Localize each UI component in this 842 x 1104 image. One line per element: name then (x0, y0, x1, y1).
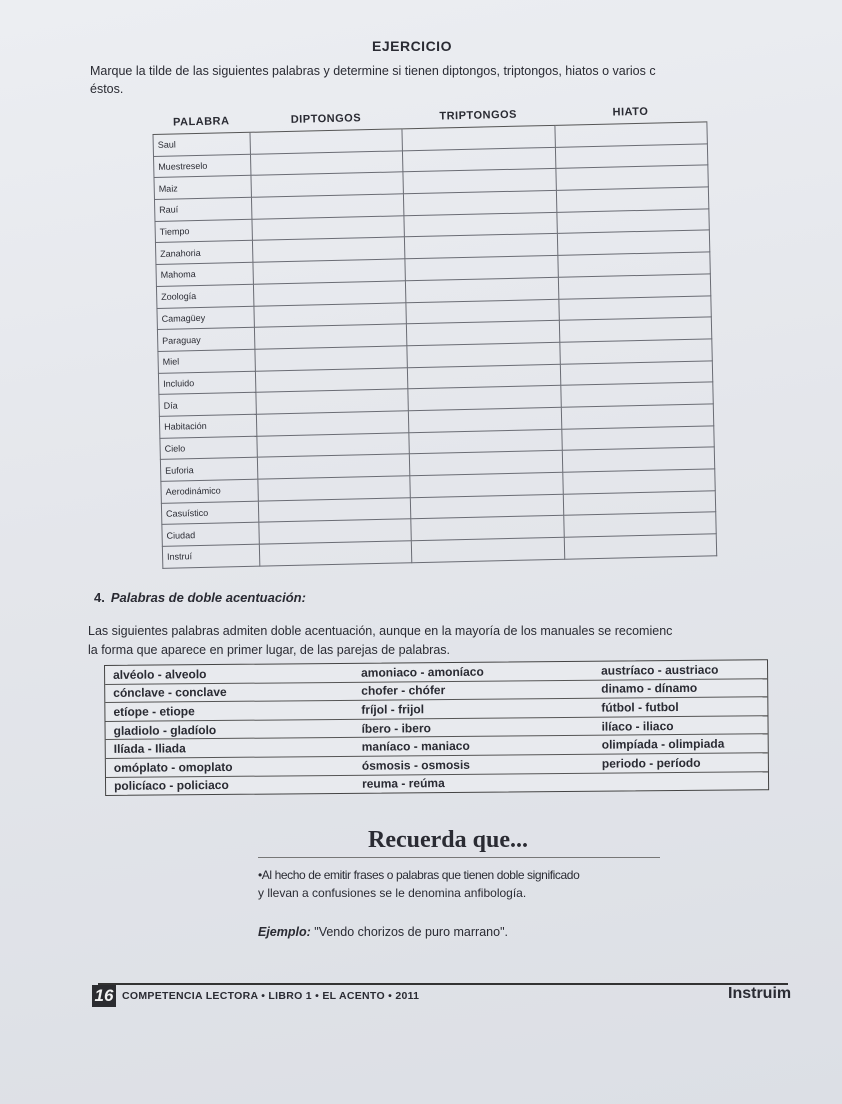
word-cell: Camagüey (157, 306, 255, 330)
word-pair: fútbol - futbol (601, 699, 679, 715)
word-pair: maníaco - maniaco (361, 738, 470, 754)
word-pair: etíope - etiope (113, 704, 195, 719)
recuerda-divider (258, 857, 660, 858)
exercise-table (152, 99, 717, 568)
word-pair (602, 781, 768, 782)
exercise-heading: EJERCICIO (372, 38, 452, 54)
word-pair: dinamo - dínamo (601, 681, 698, 697)
example-line (258, 925, 508, 939)
word-pair: íbero - ibero (361, 720, 431, 736)
word-cell: Día (159, 392, 257, 416)
brand-logo: Instruim (728, 985, 792, 1002)
word-pair: Ilíada - Iliada (113, 741, 186, 757)
word-pair: austríaco - austriaco (601, 662, 719, 678)
section-title-text: Palabras de doble acentuación: (110, 590, 306, 605)
example-label: Ejemplo: (258, 925, 311, 939)
word-pair: gladiolo - gladíolo (113, 722, 217, 738)
word-cell: Miel (158, 349, 256, 373)
col-header-triptongos: TRIPTONGOS (402, 103, 555, 129)
word-cell: Ciudad (162, 523, 260, 547)
recuerda-note (258, 866, 678, 902)
word-pair: ilíaco - iliaco (601, 718, 674, 734)
word-cell: Zanahoria (155, 241, 253, 265)
word-pair: periodo - período (601, 755, 701, 771)
section-4-title (94, 590, 306, 605)
word-cell: Paraguay (157, 327, 255, 351)
recuerda-title: Recuerda que... (368, 827, 528, 853)
col-header-palabra: PALABRA (152, 110, 250, 135)
col-header-hiato: HIATO (554, 99, 707, 125)
word-cell: Zoología (156, 284, 254, 308)
word-cell: Rauí (154, 197, 252, 221)
word-pair: policíaco - policiaco (113, 778, 229, 794)
paragraph-line-2: la forma que aparece en primer lugar, de las parejas de palabras. (88, 643, 451, 657)
section-number: 4. (94, 590, 105, 605)
word-pair: chofer - chófer (361, 683, 446, 699)
section-4-paragraph (88, 622, 838, 660)
word-cell: Saul (153, 132, 251, 156)
word-pair: ósmosis - osmosis (361, 757, 470, 773)
answer-cell-diptongos[interactable] (259, 541, 412, 566)
word-cell: Habitación (159, 414, 257, 438)
word-pair: alvéolo - alveolo (113, 666, 207, 682)
word-cell: Maiz (154, 176, 252, 200)
word-pair: olimpíada - olimpiada (601, 736, 725, 752)
note-line-2: y llevan a confusiones se le denomina anfibología. (258, 886, 527, 900)
example-text: "Vendo chorizos de puro marrano". (310, 925, 508, 939)
word-cell: Instruí (162, 544, 260, 568)
word-cell: Casuístico (161, 501, 259, 525)
double-accent-table (104, 659, 769, 796)
word-cell: Incluido (158, 371, 256, 395)
word-pair: amoniaco - amoníaco (361, 664, 484, 680)
word-cell: Muestreselo (154, 154, 252, 178)
word-cell: Euforia (160, 458, 258, 482)
word-pair: reuma - reúma (361, 776, 445, 792)
word-cell: Aerodinámico (161, 479, 259, 503)
word-cell: Mahoma (156, 262, 254, 286)
exercise-table-body (153, 122, 717, 568)
instructions-line-1: Marque la tilde de las siguientes palabras y determine si tienen diptongos, triptongos, hiatos o varios c (90, 64, 656, 78)
word-pair: fríjol - frijol (361, 702, 425, 717)
note-line-1: •Al hecho de emitir frases o palabras que tienen doble significado (258, 868, 580, 882)
page-number: 16 (92, 985, 116, 1007)
exercise-instructions (90, 62, 830, 98)
footer-divider (98, 983, 788, 985)
word-cell: Cielo (160, 436, 258, 460)
word-cell: Tiempo (155, 219, 253, 243)
paragraph-line-1: Las siguientes palabras admiten doble acentuación, aunque en la mayoría de los manuales se recomienc (88, 624, 673, 638)
answer-cell-triptongos[interactable] (412, 537, 565, 562)
word-pair: cónclave - conclave (113, 685, 227, 701)
answer-cell-hiato[interactable] (564, 534, 717, 559)
word-pair: omóplato - omoplato (113, 759, 233, 775)
footer-text: COMPETENCIA LECTORA • LIBRO 1 • EL ACENTO • 2011 (122, 990, 420, 1002)
instructions-line-2: éstos. (90, 82, 124, 96)
col-header-diptongos: DIPTONGOS (250, 106, 403, 132)
